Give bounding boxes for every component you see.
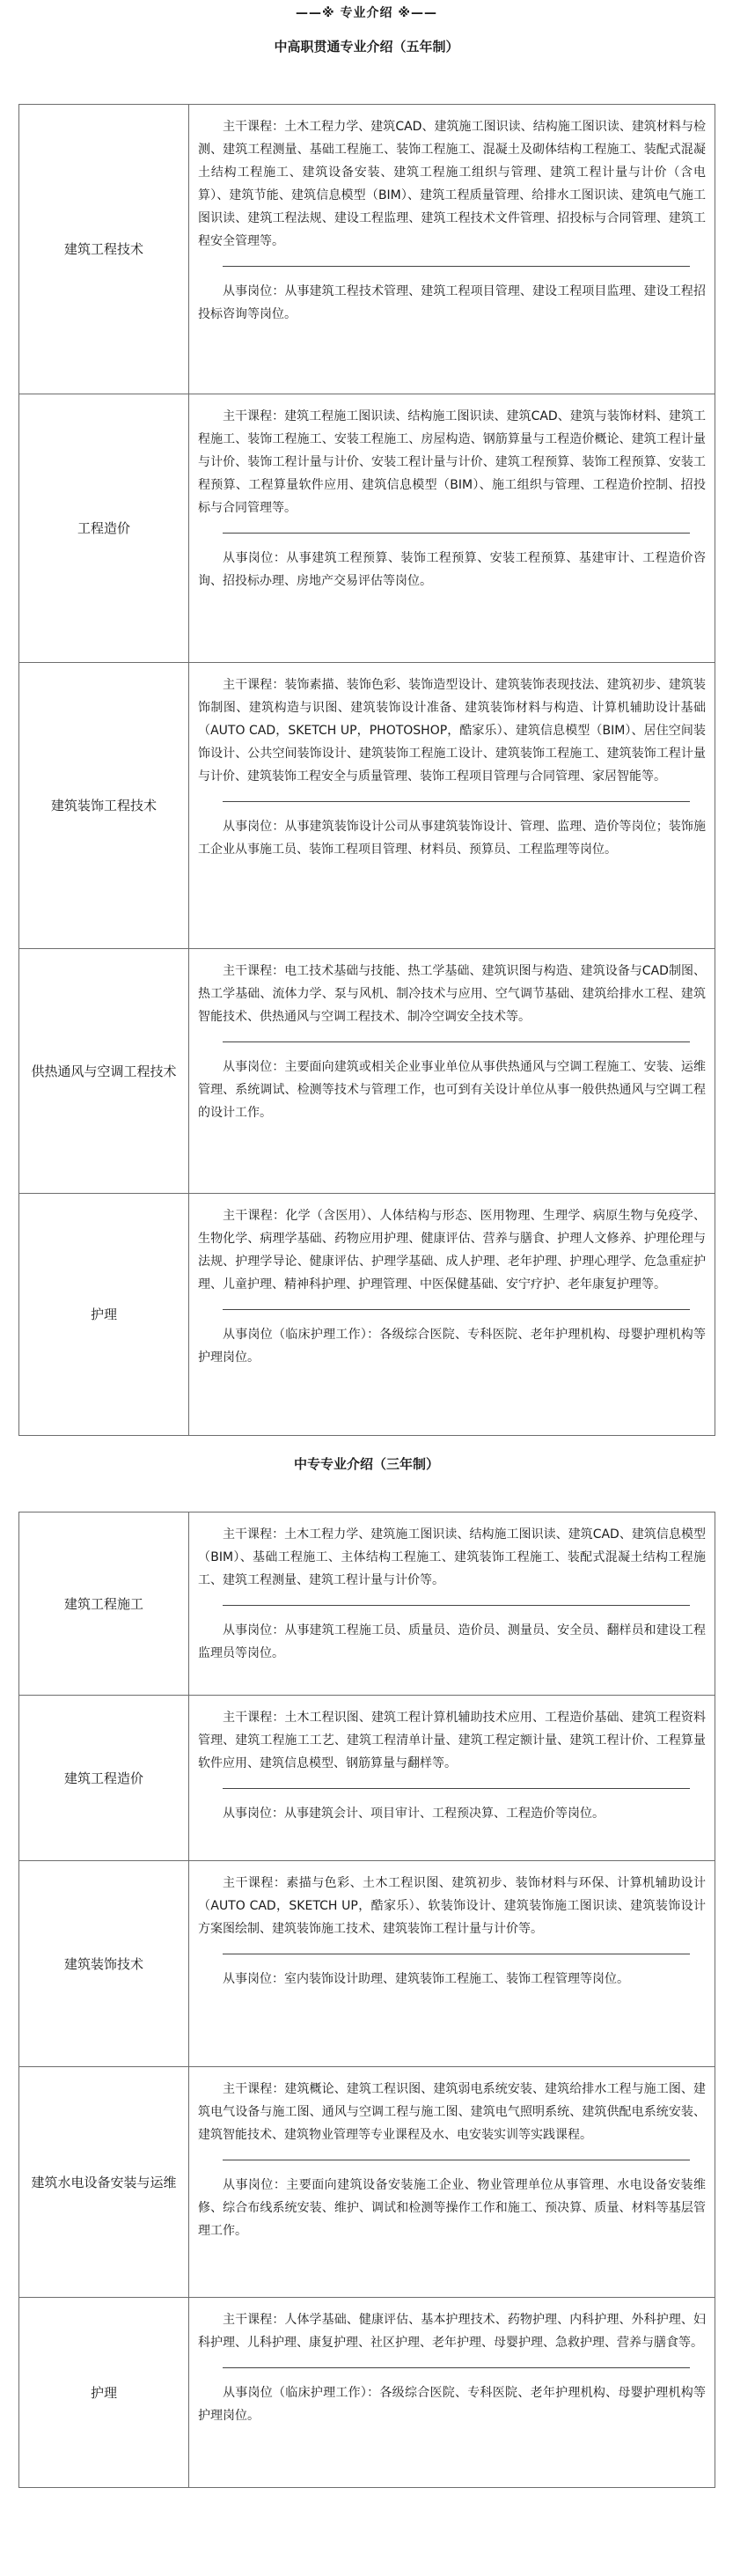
table-row — [19, 949, 715, 1194]
table-row — [19, 2067, 715, 2298]
program-jobs: 从事岗位（临床护理工作）：各级综合医院、专科医院、老年护理机构、母婴护理机构等护理岗位。 — [198, 2386, 706, 2423]
program-courses: 主干课程：素描与色彩、土木工程识图、建筑初步、装饰材料与环保、计算机辅助设计（AUTO CAD，SKETCH UP，酷家乐）、软装饰设计、建筑装饰施工图识读、建筑装饰设计方案图绘制、建筑装饰施工技术、建筑装饰工程计量与计价等。 — [198, 1876, 706, 1936]
table-row — [19, 2298, 715, 2488]
program-details — [189, 2067, 715, 2298]
table-row — [19, 1861, 715, 2067]
program-courses: 主干课程：建筑概论、建筑工程识图、建筑弱电系统安装、建筑给排水工程与施工图、建筑电气设备与施工图、通风与空调工程与施工图、建筑电气照明系统、建筑供配电系统安装、建筑智能技术、建筑物业管理等专业课程及水、电安装实训等实践课程。 — [198, 2082, 706, 2142]
page-title: ——※ 专业介绍 ※—— — [296, 6, 437, 20]
program-details — [189, 1512, 715, 1696]
program-courses: 主干课程：土木工程力学、建筑施工图识读、结构施工图识读、建筑CAD、建筑信息模型（BIM）、基础工程施工、主体结构工程施工、建筑装饰工程施工、装配式混凝土结构工程施工、建筑工程测量、建筑工程计量与计价等。 — [198, 1527, 706, 1587]
divider — [223, 266, 690, 267]
divider — [223, 533, 690, 534]
section-title-three-year: 中专专业介绍（三年制） — [293, 1456, 439, 1472]
program-name: 建筑工程技术 — [19, 105, 189, 394]
program-jobs: 从事岗位：主要面向建筑设备安装施工企业、物业管理单位从事管理、水电设备安装维修、综合布线系统安装、维护、调试和检测等操作工作和施工、预决算、质量、材料等基层管理工作。 — [198, 2178, 706, 2238]
program-jobs: 从事岗位：从事建筑工程预算、装饰工程预算、安装工程预算、基建审计、工程造价咨询、招投标办理、房地产交易评估等岗位。 — [198, 551, 706, 588]
three-year-program-table — [18, 1512, 715, 2488]
table-row — [19, 1696, 715, 1861]
table-row — [19, 1512, 715, 1696]
program-details — [189, 949, 715, 1194]
program-name: 建筑工程施工 — [19, 1512, 189, 1696]
five-year-program-table — [18, 104, 715, 1436]
table-row — [19, 663, 715, 949]
divider — [223, 1605, 690, 1606]
program-name: 供热通风与空调工程技术 — [19, 949, 189, 1194]
program-courses: 主干课程：人体学基础、健康评估、基本护理技术、药物护理、内科护理、外科护理、妇科护理、儿科护理、康复护理、社区护理、老年护理、母婴护理、急救护理、营养与膳食等。 — [198, 2313, 706, 2350]
program-courses: 主干课程：土木工程力学、建筑CAD、建筑施工图识读、结构施工图识读、建筑材料与检测、建筑工程测量、基础工程施工、装饰工程施工、混凝土及砌体结构工程施工、装配式混凝土结构工程施工、建筑设备安装、建筑工程施工组织与管理、建筑工程计量与计价（含电算）、建筑节能、建筑信息模型（BIM）、建筑工程质量管理、给排水工图识读、建筑电气施工图识读、建筑工程法规、建设工程监理、建筑工程技术文件管理、招投标与合同管理、建筑工程安全管理等。 — [198, 120, 706, 248]
program-name: 建筑装饰技术 — [19, 1861, 189, 2067]
program-jobs: 从事岗位：室内装饰设计助理、建筑装饰工程施工、装饰工程管理等岗位。 — [223, 1972, 629, 1986]
section-title-five-year: 中高职贯通专业介绍（五年制） — [274, 39, 459, 55]
program-name: 建筑水电设备安装与运维 — [19, 2067, 189, 2298]
program-name: 护理 — [19, 1194, 189, 1436]
program-jobs: 从事岗位：从事建筑工程施工员、质量员、造价员、测量员、安全员、翻样员和建设工程监理员等岗位。 — [198, 1623, 706, 1660]
program-courses: 主干课程：建筑工程施工图识读、结构施工图识读、建筑CAD、建筑与装饰材料、建筑工程施工、装饰工程施工、安装工程施工、房屋构造、钢筋算量与工程造价概论、建筑工程计量与计价、装饰工程计量与计价、安装工程计量与计价、建筑工程预算、装饰工程预算、安装工程预算、工程算量软件应用、建筑信息模型（BIM）、施工组织与管理、工程造价控制、招投标与合同管理等。 — [198, 409, 706, 515]
table-row — [19, 105, 715, 394]
program-jobs: 从事岗位：从事建筑会计、项目审计、工程预决算、工程造价等岗位。 — [223, 1807, 605, 1821]
divider — [223, 1041, 690, 1042]
table-row — [19, 394, 715, 663]
program-details — [189, 105, 715, 394]
divider — [223, 801, 690, 802]
program-details — [189, 1696, 715, 1861]
program-name: 建筑工程造价 — [19, 1696, 189, 1861]
table-row — [19, 1194, 715, 1436]
program-details — [189, 1861, 715, 2067]
program-jobs: 从事岗位：从事建筑工程技术管理、建筑工程项目管理、建设工程项目监理、建设工程招投标咨询等岗位。 — [198, 284, 706, 321]
divider — [223, 1788, 690, 1789]
program-details — [189, 394, 715, 663]
program-courses: 主干课程：化学（含医用）、人体结构与形态、医用物理、生理学、病原生物与免疫学、生物化学、病理学基础、药物应用护理、健康评估、营养与膳食、护理人文修养、护理伦理与法规、护理学导论、健康评估、护理学基础、成人护理、老年护理、护理心理学、危急重症护理、儿童护理、精神科护理、护理管理、中医保健基础、安宁疗护、老年康复护理等。 — [198, 1209, 706, 1292]
program-courses: 主干课程：土木工程识图、建筑工程计算机辅助技术应用、工程造价基础、建筑工程资料管理、建筑工程施工工艺、建筑工程清单计量、建筑工程定额计量、建筑工程计价、工程算量软件应用、建筑信息模型、钢筋算量与翻样等。 — [198, 1711, 706, 1770]
program-courses: 主干课程：装饰素描、装饰色彩、装饰造型设计、建筑装饰表现技法、建筑初步、建筑装饰制图、建筑构造与识图、建筑装饰设计准备、建筑装饰材料与构造、计算机辅助设计基础（AUTO CAD，SKETCH UP，PHOTOSHOP，酷家乐）、建筑信息模型（BIM）、居住空间装饰设计、公共空间装饰设计、建筑装饰工程施工设计、建筑装饰工程施工、建筑装饰工程计量与计价、建筑装饰工程安全与质量管理、装饰工程项目管理与合同管理、家居智能等。 — [198, 678, 706, 784]
divider — [223, 2367, 690, 2368]
program-jobs: 从事岗位（临床护理工作）：各级综合医院、专科医院、老年护理机构、母婴护理机构等护理岗位。 — [198, 1328, 706, 1365]
program-name: 工程造价 — [19, 394, 189, 663]
program-details — [189, 1194, 715, 1436]
program-jobs: 从事岗位：主要面向建筑或相关企业事业单位从事供热通风与空调工程施工、安装、运维管理、系统调试、检测等技术与管理工作，也可到有关设计单位从事一般供热通风与空调工程的设计工作。 — [198, 1060, 706, 1120]
program-name: 护理 — [19, 2298, 189, 2488]
divider — [223, 1309, 690, 1310]
program-jobs: 从事岗位：从事建筑装饰设计公司从事建筑装饰设计、管理、监理、造价等岗位；装饰施工企业从事施工员、装饰工程项目管理、材料员、预算员、工程监理等岗位。 — [198, 820, 706, 857]
program-name: 建筑装饰工程技术 — [19, 663, 189, 949]
program-details — [189, 663, 715, 949]
program-details — [189, 2298, 715, 2488]
program-courses: 主干课程：电工技术基础与技能、热工学基础、建筑识图与构造、建筑设备与CAD制图、热工学基础、流体力学、泵与风机、制冷技术与应用、空气调节基础、建筑给排水工程、建筑智能技术、供热通风与空调工程技术、制冷空调安全技术等。 — [198, 964, 706, 1024]
